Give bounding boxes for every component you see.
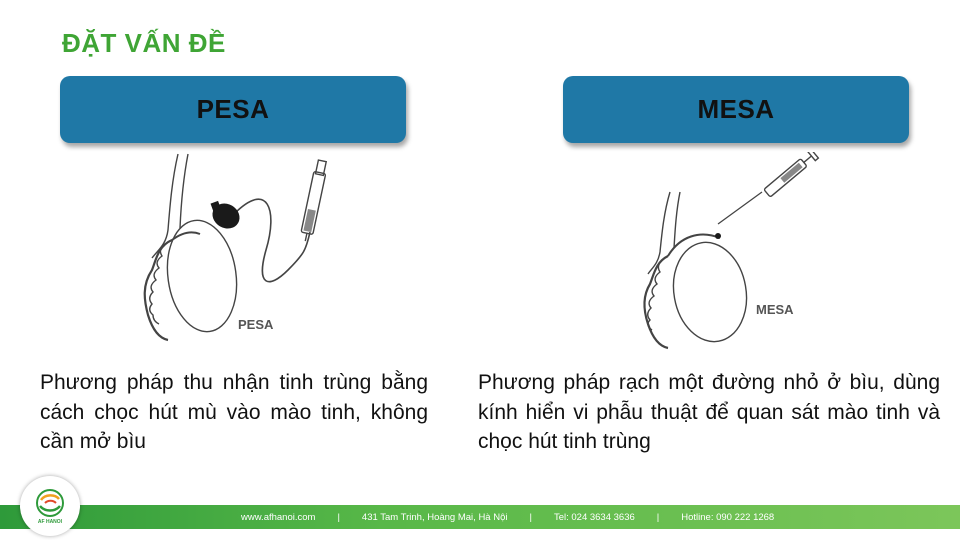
logo-text: AF HANOI [37, 518, 63, 525]
mesa-description: Phương pháp rạch một đường nhỏ ở bìu, dùng kính hiển vi phẫu thuật để quan sát mào tinh và chọc hút tinh trùng [478, 371, 940, 453]
mesa-header-label: MESA [697, 94, 775, 124]
logo-mark-icon [31, 488, 69, 518]
footer-hotline: Hotline: 090 222 1268 [681, 511, 775, 523]
footer-address: 431 Tam Trinh, Hoàng Mai, Hà Nội [361, 511, 508, 523]
mesa-header-box [563, 76, 909, 143]
footer-info [241, 505, 774, 529]
footer-separator: | [656, 511, 660, 523]
pesa-description: Phương pháp thu nhận tinh trùng bằng cách chọc hút mù vào mào tinh, không cần mở bìu [40, 371, 428, 453]
mesa-illustration [630, 152, 860, 362]
footer-website[interactable]: www.afhanoi.com [241, 511, 316, 523]
footer-bar [0, 505, 960, 529]
slide-title: ĐẶT VẤN ĐỀ [62, 28, 226, 58]
pesa-illustration-label: PESA [238, 317, 274, 332]
pesa-header-label: PESA [196, 94, 270, 124]
footer-phone: Tel: 024 3634 3636 [553, 511, 635, 523]
footer-separator: | [529, 511, 532, 523]
footer-separator: | [337, 511, 340, 523]
mesa-illustration-label: MESA [756, 302, 794, 317]
pesa-header-box [60, 76, 406, 143]
pesa-illustration [128, 150, 428, 360]
afhanoi-logo [20, 476, 80, 536]
